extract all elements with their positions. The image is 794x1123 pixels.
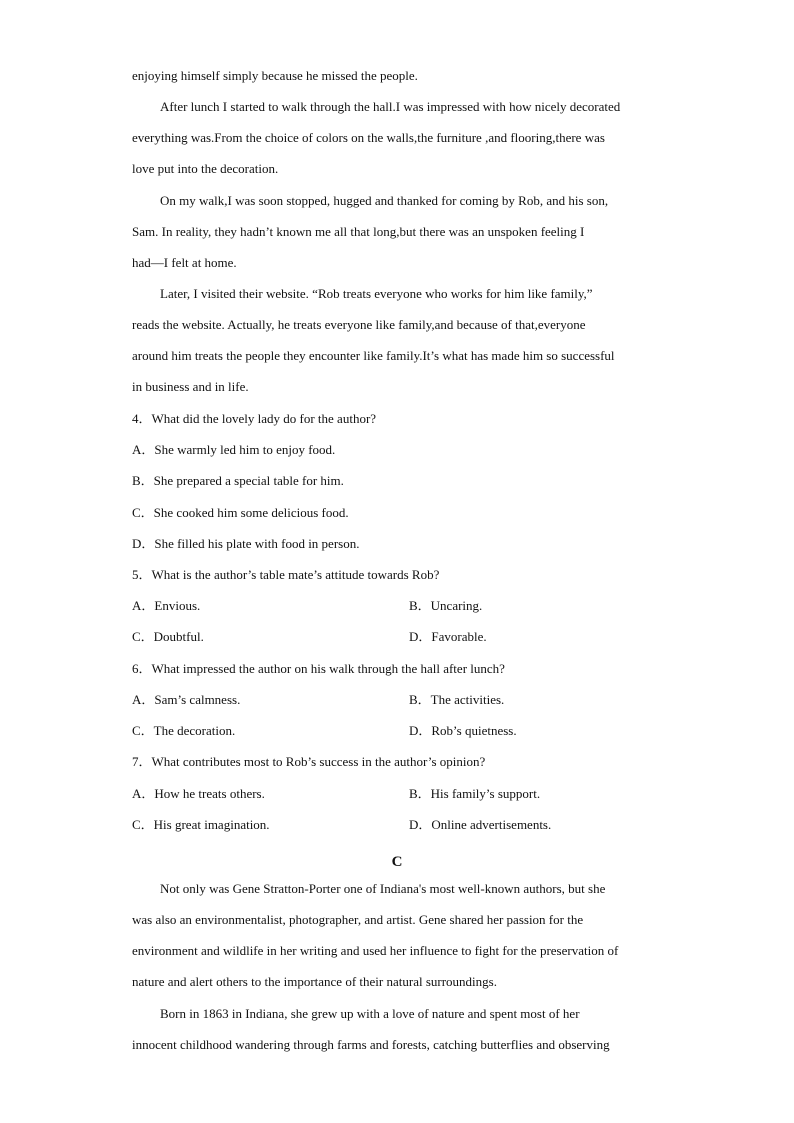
answer-option: C．She cooked him some delicious food.	[132, 505, 349, 520]
answer-option: C．His great imagination.	[132, 817, 270, 832]
passage-line: was also an environmentalist, photographer, and artist. Gene shared her passion for the	[132, 912, 584, 927]
passage-line: Later, I visited their website. “Rob treats everyone who works for him like family,”	[160, 286, 593, 301]
section-heading: C	[391, 854, 403, 870]
answer-option: C．Doubtful.	[132, 629, 204, 644]
passage-line: nature and alert others to the importance of their natural surroundings.	[132, 974, 497, 989]
passage-line: love put into the decoration.	[132, 161, 279, 176]
passage-line: had—I felt at home.	[132, 255, 237, 270]
passage-line: around him treats the people they encounter like family.It’s what has made him so successful	[132, 348, 615, 363]
answer-option: A．How he treats others.	[132, 786, 265, 801]
passage-line: Sam. In reality, they hadn’t known me all that long,but there was an unspoken feeling I	[132, 224, 585, 239]
answer-option: D．Online advertisements.	[409, 817, 552, 832]
answer-option: D．She filled his plate with food in person.	[132, 536, 360, 551]
passage-line: in business and in life.	[132, 379, 249, 394]
answer-option: B．Uncaring.	[409, 598, 483, 613]
answer-option: A．Envious.	[132, 598, 201, 613]
answer-option: D．Favorable.	[409, 629, 487, 644]
passage-line: On my walk,I was soon stopped, hugged and thanked for coming by Rob, and his son,	[160, 193, 609, 208]
answer-option: D．Rob’s quietness.	[409, 723, 517, 738]
answer-option: B．His family’s support.	[409, 786, 541, 801]
passage-line: After lunch I started to walk through the hall.I was impressed with how nicely decorated	[160, 99, 621, 114]
answer-option: C．The decoration.	[132, 723, 236, 738]
question-stem: 4．What did the lovely lady do for the author?	[132, 411, 377, 426]
answer-option: B．The activities.	[409, 692, 505, 707]
question-stem: 5．What is the author’s table mate’s attitude towards Rob?	[132, 567, 440, 582]
passage-line: enjoying himself simply because he missed the people.	[132, 68, 418, 83]
passage-line: reads the website. Actually, he treats everyone like family,and because of that,everyone	[132, 317, 586, 332]
question-stem: 7．What contributes most to Rob’s success in the author’s opinion?	[132, 754, 486, 769]
answer-option: A．She warmly led him to enjoy food.	[132, 442, 336, 457]
passage-line: everything was.From the choice of colors on the walls,the furniture ,and flooring,there was	[132, 130, 605, 145]
passage-line: Born in 1863 in Indiana, she grew up with a love of nature and spent most of her	[160, 1006, 580, 1021]
answer-option: B．She prepared a special table for him.	[132, 473, 344, 488]
passage-line: innocent childhood wandering through farms and forests, catching butterflies and observing	[132, 1037, 610, 1052]
passage-line: Not only was Gene Stratton-Porter one of Indiana's most well-known authors, but she	[160, 881, 606, 896]
question-stem: 6．What impressed the author on his walk through the hall after lunch?	[132, 661, 505, 676]
passage-line: environment and wildlife in her writing and used her influence to fight for the preservation of	[132, 943, 619, 958]
answer-option: A．Sam’s calmness.	[132, 692, 241, 707]
